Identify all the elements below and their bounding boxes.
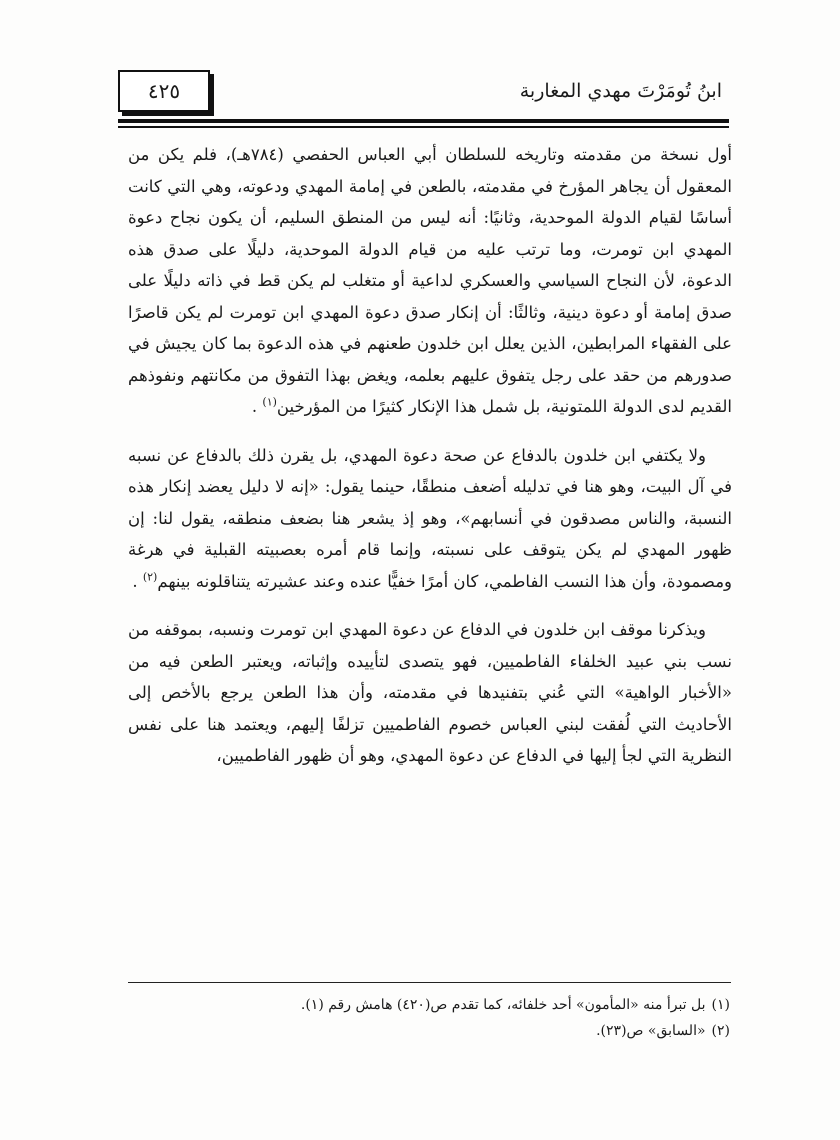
paragraph-1 [128,139,732,423]
body-text [128,139,732,772]
paragraph-gap [128,597,732,614]
footnote-ref-1: (١) [262,395,277,409]
paragraph-text: ولا يكتفي ابن خلدون بالدفاع عن صحة دعوة المهدي، بل يقرن ذلك بالدفاع عن نسبه في آل البيت، وهو هنا في تدليله أضعف منطقًا، حينما يقول: «إنه لا دليل يعضد إنكار هذه النسبة، والناس مصدقون في أنسابهم»، وهو إذ يشعر هنا بضعف منطقه، يقول لنا: إن ظهور المهدي لم يكن يتوقف على نسبته، وإنما قام أمره بعصبيته القبلية في هرغة ومصمودة، وأن هذا النسب الفاطمي، كان أمرًا خفيًّا عنده وعند عشيرته يتناقلونه بينهم [128,445,732,591]
header-rule-thin [118,126,729,128]
paragraph-text: أول نسخة من مقدمته وتاريخه للسلطان أبي العباس الحفصي (٧٨٤هـ)، فلم يكن من المعقول أن يجاهر المؤرخ في مقدمته، بالطعن في إمامة المهدي ودعوته، وهي التي كانت أساسًا لقيام الدولة الموحدية، وثانيًا: أنه ليس من المنطق السليم، أن يكون نجاح دعوة المهدي ابن تومرت، وما ترتب عليه من قيام الدولة الموحدية، دليلًا على صدق هذه الدعوة، لأن النجاح السياسي والعسكري لداعية أو متغلب لم يكن قط في ذاته دليلًا على صدق إمامة أو دعوة دينية، وثالثًا: أن إنكار صدق دعوة المهدي ابن تومرت لم يكن قاصرًا على الفقهاء المرابطين، الذين يعلل ابن خلدون طعنهم في هذه الدعوة بما كان يجيش في صدورهم من حقد على رجل يتفوق عليهم بعلمه، ويغض بهذا التفوق من مكانتهم ونفوذهم القديم لدى الدولة اللمتونية، بل شمل هذا الإنكار كثيرًا من المؤرخين [128,145,733,416]
paragraph-3 [128,614,732,772]
page-number-box [118,70,210,112]
footnotes [120,992,730,1044]
paragraph-text: ويذكرنا موقف ابن خلدون في الدفاع عن دعوة المهدي ابن تومرت ونسبه، بموقفه من نسب بني عبيد الخلفاء الفاطميين، فهو يتصدى لتأييده وإثباته، ويعتبر الطعن فيه من «الأخبار الواهية» التي عُني بتفنيدها في مقدمته، وأن هذا الطعن يرجع بالأخص إلى الأحاديث التي لُفقت لبني العباس خصوم الفاطميين تزلفًا إليهم، ويعتمد هنا على نفس النظرية التي لجأ إليها في الدفاع عن دعوة المهدي، وهو أن ظهور الفاطميين، [128,620,732,765]
footnote-number: (٢) [711,1023,730,1039]
footnote-separator [128,982,731,983]
paragraph-2 [128,440,732,598]
running-title: ابنُ تُومَرْتَ مهدي المغاربة [519,80,722,102]
footnote-text: «السابق» ص(٢٣). [596,1023,706,1039]
footnote-1 [120,992,730,1018]
paragraph-end: . [132,571,143,591]
footnote-2 [120,1018,730,1044]
footnote-text: بل تبرأ منه «المأمون» أحد خلفائه، كما تقدم ص(٤٢٠) هامش رقم (١). [300,997,706,1013]
footnote-ref-2: (٢) [142,570,158,583]
page-number: ٤٢٥ [147,79,181,103]
footnote-number: (١) [711,997,730,1013]
paragraph-end: . [251,397,263,416]
paragraph-gap [128,423,732,440]
header-rule-thick [118,119,729,123]
